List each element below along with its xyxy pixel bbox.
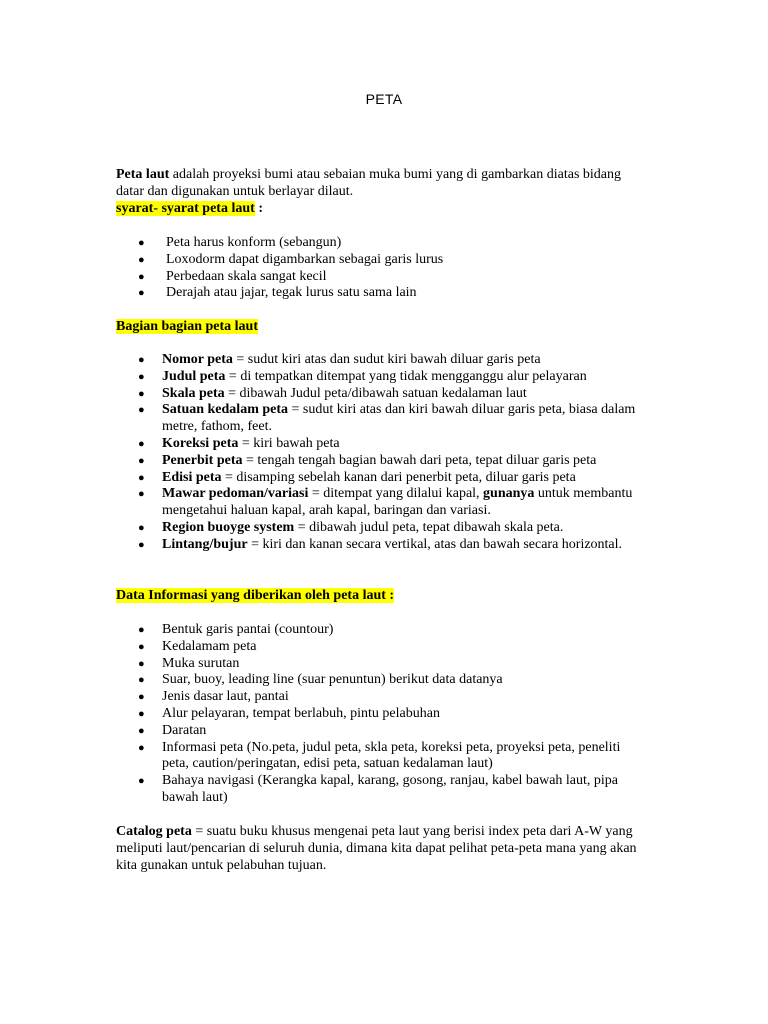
- bullet-icon: ●: [138, 354, 145, 366]
- section3-list: [116, 622, 644, 807]
- list-item-text: = ditempat yang dilalui kapal,: [308, 486, 484, 502]
- list-item-term: Edisi peta: [162, 469, 222, 485]
- list-item-text: Bahaya navigasi (Kerangka kapal, karang, gosong, ranjau, kabel bawah laut, pipa bawah laut): [162, 773, 618, 805]
- list-item: [116, 470, 644, 487]
- list-item: [116, 386, 644, 403]
- list-item-text: Jenis dasar laut, pantai: [162, 689, 289, 705]
- list-item-text: Bentuk garis pantai (countour): [162, 622, 334, 637]
- list-item-text: = kiri bawah peta: [238, 435, 340, 451]
- list-item-text-secondary: untuk membantu mengetahui haluan kapal, arah kapal, baringan dan variasi.: [162, 486, 633, 519]
- bullet-icon: ●: [138, 404, 145, 417]
- bullet-icon: ●: [138, 691, 145, 704]
- list-item: [116, 235, 644, 252]
- bullet-icon: ●: [138, 270, 145, 283]
- bullet-icon: ●: [138, 538, 145, 551]
- list-item: [116, 402, 644, 436]
- list-item: [116, 639, 644, 656]
- bullet-icon: ●: [138, 387, 145, 400]
- bullet-icon: ●: [138, 775, 145, 788]
- bullet-icon: ●: [138, 370, 145, 383]
- list-item-text: Muka surutan: [162, 655, 240, 671]
- list-item: [116, 723, 644, 740]
- bullet-icon: ●: [138, 741, 145, 754]
- list-item-term: Penerbit peta: [162, 452, 243, 468]
- section3-heading: Data Informasi yang diberikan oleh peta laut :: [116, 588, 395, 603]
- list-item-text: = sudut kiri atas dan kiri bawah diluar garis peta, biasa dalam metre, fathom, feet.: [162, 402, 636, 435]
- list-item-term: Koreksi peta: [162, 435, 239, 451]
- bullet-icon: ●: [138, 237, 145, 249]
- bullet-icon: ●: [138, 521, 145, 534]
- bullet-icon: ●: [138, 724, 145, 737]
- list-item-term: Mawar pedoman/variasi: [162, 486, 309, 502]
- list-item: [116, 740, 644, 774]
- list-item-text: Perbedaan skala sangat kecil: [166, 268, 327, 284]
- bullet-icon: ●: [138, 437, 145, 450]
- section1-list: [116, 235, 644, 302]
- list-item-text: Derajah atau jajar, tegak lurus satu sama lain: [166, 285, 417, 301]
- bullet-icon: ●: [138, 624, 145, 636]
- intro-text: adalah proyeksi bumi atau sebaian muka bumi yang di gambarkan diatas bidang datar dan digunakan untuk berlayar dilaut.: [116, 167, 622, 199]
- list-item-term: Satuan kedalam peta: [162, 402, 289, 418]
- list-item-text: Alur pelayaran, tempat berlabuh, pintu pelabuhan: [162, 705, 440, 721]
- list-item: [116, 689, 644, 706]
- list-item: [116, 486, 644, 520]
- list-item-text: Suar, buoy, leading line (suar penuntun) berikut data datanya: [162, 672, 503, 688]
- list-item: [116, 369, 644, 386]
- list-item: [116, 537, 644, 554]
- bullet-icon: ●: [138, 287, 145, 300]
- list-item-text: = dibawah judul peta, tepat dibawah skala peta.: [294, 519, 564, 535]
- catalog-text: = suatu buku khusus mengenai peta laut yang berisi index peta dari A-W yang meliputi laut/pencarian di seluruh dunia, dimana kita dapat pelihat peta-peta mana yang akan kita gunakan untuk pelabuhan tujuan.: [116, 824, 637, 873]
- list-item-term: Lintang/bujur: [162, 536, 248, 552]
- bullet-icon: ●: [138, 640, 145, 653]
- list-item: [116, 656, 644, 673]
- section2-list: [116, 352, 644, 554]
- list-item-text: = kiri dan kanan secara vertikal, atas dan bawah secara horizontal.: [247, 536, 623, 552]
- list-item: [116, 622, 644, 639]
- list-item: [116, 520, 644, 537]
- list-item: [116, 436, 644, 453]
- section2-list-block: [116, 352, 644, 554]
- list-item: [116, 352, 644, 369]
- list-item-term: Skala peta: [162, 385, 225, 401]
- section3-list-block: [116, 622, 644, 807]
- section1-heading-suffix: :: [254, 200, 263, 216]
- list-item-text: Daratan: [162, 722, 207, 738]
- bullet-icon: ●: [138, 707, 145, 720]
- list-item-text: Loxodorm dapat digambarkan sebagai garis lurus: [166, 251, 444, 267]
- section2-heading: Bagian bagian peta laut: [116, 319, 258, 334]
- bullet-icon: ●: [138, 454, 145, 467]
- section1-list-block: [116, 235, 644, 302]
- list-item-text: = tengah tengah bagian bawah dari peta, tepat diluar garis peta: [242, 452, 597, 468]
- list-item-term: Judul peta: [162, 368, 226, 384]
- bullet-icon: ●: [138, 488, 145, 501]
- list-item-term-secondary: gunanya: [483, 486, 535, 502]
- list-item-term: Region buoyge system: [162, 519, 295, 535]
- list-item-text: Kedalamam peta: [162, 638, 257, 654]
- catalog-paragraph: [116, 824, 644, 874]
- bullet-icon: ●: [138, 253, 145, 266]
- list-item: [116, 453, 644, 470]
- list-item-text: Peta harus konform (sebangun): [166, 235, 342, 250]
- bullet-icon: ●: [138, 657, 145, 670]
- bullet-icon: ●: [138, 471, 145, 484]
- bullet-icon: ●: [138, 674, 145, 687]
- intro-paragraph: [116, 167, 644, 217]
- list-item-text: = dibawah Judul peta/dibawah satuan kedalaman laut: [224, 385, 527, 401]
- list-item: [116, 269, 644, 286]
- list-item-term: Nomor peta: [162, 352, 233, 367]
- list-item: [116, 285, 644, 302]
- list-item-text: Informasi peta (No.peta, judul peta, skla peta, koreksi peta, proyeksi peta, peneliti peta, caution/peringatan, edisi peta, satuan kedalaman laut): [162, 739, 621, 772]
- section2-heading-block: [116, 319, 644, 336]
- section3-heading-block: [116, 588, 644, 605]
- list-item: [116, 252, 644, 269]
- list-item-text: = sudut kiri atas dan sudut kiri bawah diluar garis peta: [232, 352, 541, 367]
- list-item-text: = di tempatkan ditempat yang tidak mengganggu alur pelayaran: [225, 368, 587, 384]
- list-item: [116, 706, 644, 723]
- page-title: PETA: [365, 91, 403, 107]
- list-item: [116, 672, 644, 689]
- intro-term: Peta laut: [116, 167, 170, 182]
- list-item-text: = disamping sebelah kanan dari penerbit peta, diluar garis peta: [221, 469, 576, 485]
- catalog-term: Catalog peta: [116, 824, 192, 839]
- section1-heading: syarat- syarat peta laut: [116, 200, 255, 216]
- list-item: [116, 773, 644, 807]
